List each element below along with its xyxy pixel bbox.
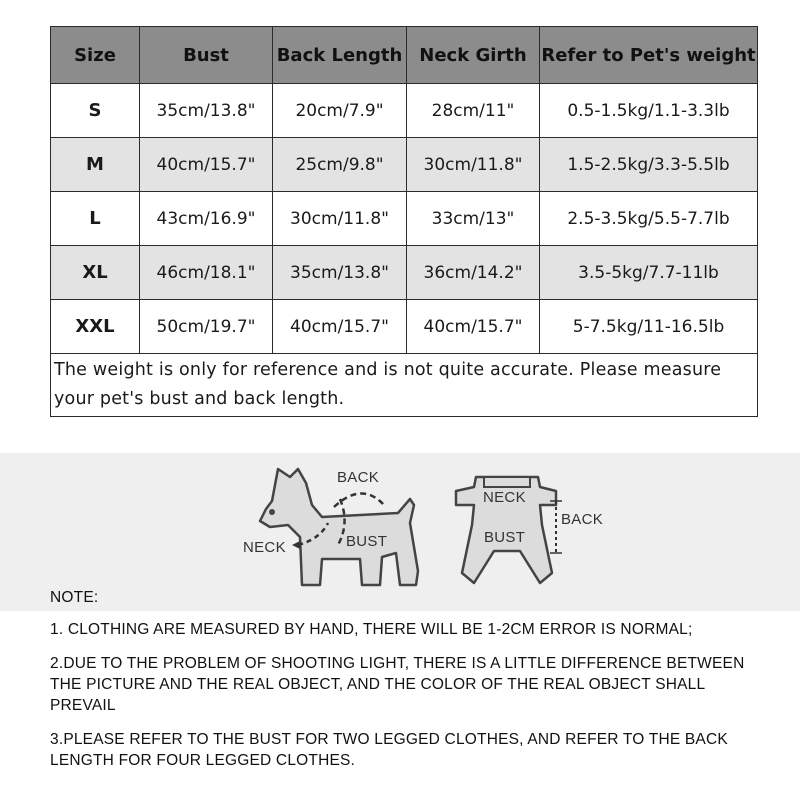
header-neck-girth: Neck Girth <box>407 27 540 84</box>
size-cell: S <box>51 84 140 138</box>
back-length-cell: 20cm/7.9" <box>273 84 407 138</box>
table-row <box>51 192 758 246</box>
garment-neck-label: NECK <box>483 489 526 506</box>
neck-girth-cell: 36cm/14.2" <box>407 246 540 300</box>
table-row <box>51 138 758 192</box>
bust-cell: 43cm/16.9" <box>140 192 273 246</box>
size-cell: M <box>51 138 140 192</box>
back-length-cell: 30cm/11.8" <box>273 192 407 246</box>
neck-girth-cell: 30cm/11.8" <box>407 138 540 192</box>
bust-cell: 50cm/19.7" <box>140 300 273 354</box>
dog-back-label: BACK <box>337 469 380 486</box>
table-footnote-row <box>51 354 758 417</box>
note-item: 2.DUE TO THE PROBLEM OF SHOOTING LIGHT, THERE IS A LITTLE DIFFERENCE BETWEEN THE PICTURE AND THE REAL OBJECT, AND THE COLOR OF THE REAL OBJECT SHALL PREVAIL <box>50 655 745 714</box>
header-back-length: Back Length <box>273 27 407 84</box>
bust-cell: 46cm/18.1" <box>140 246 273 300</box>
dog-silhouette <box>260 469 418 585</box>
table-row <box>51 84 758 138</box>
table-row <box>51 246 758 300</box>
size-cell: L <box>51 192 140 246</box>
neck-girth-cell: 28cm/11" <box>407 84 540 138</box>
note-item: 1. CLOTHING ARE MEASURED BY HAND, THERE WILL BE 1-2CM ERROR IS NORMAL; <box>50 621 693 638</box>
neck-girth-cell: 33cm/13" <box>407 192 540 246</box>
measurement-diagram <box>0 453 800 611</box>
garment-bust-label: BUST <box>484 529 526 546</box>
back-length-cell: 25cm/9.8" <box>273 138 407 192</box>
dog-neck-label: NECK <box>243 539 286 556</box>
bust-cell: 40cm/15.7" <box>140 138 273 192</box>
header-size: Size <box>51 27 140 84</box>
dog-bust-label: BUST <box>346 533 388 550</box>
notes-title: NOTE: <box>50 589 99 606</box>
table-header-row <box>51 27 758 84</box>
size-cell: XXL <box>51 300 140 354</box>
size-cell: XL <box>51 246 140 300</box>
pet-weight-cell: 2.5-3.5kg/5.5-7.7lb <box>540 192 758 246</box>
bust-cell: 35cm/13.8" <box>140 84 273 138</box>
measurement-illustration <box>0 453 800 611</box>
table-row <box>51 300 758 354</box>
pet-weight-cell: 3.5-5kg/7.7-11lb <box>540 246 758 300</box>
size-chart-table <box>50 26 758 417</box>
header-bust: Bust <box>140 27 273 84</box>
back-length-cell: 40cm/15.7" <box>273 300 407 354</box>
note-item: 3.PLEASE REFER TO THE BUST FOR TWO LEGGED CLOTHES, AND REFER TO THE BACK LENGTH FOR FOUR LEGGED CLOTHES. <box>50 731 728 769</box>
back-length-cell: 35cm/13.8" <box>273 246 407 300</box>
pet-weight-cell: 5-7.5kg/11-16.5lb <box>540 300 758 354</box>
header-pet-weight: Refer to Pet's weight <box>540 27 758 84</box>
neck-girth-cell: 40cm/15.7" <box>407 300 540 354</box>
weight-footnote: The weight is only for reference and is not quite accurate. Please measure your pet's bust and back length. <box>51 354 758 417</box>
garment-back-label: BACK <box>561 511 604 528</box>
notes-section <box>50 589 770 784</box>
pet-weight-cell: 0.5-1.5kg/1.1-3.3lb <box>540 84 758 138</box>
pet-weight-cell: 1.5-2.5kg/3.3-5.5lb <box>540 138 758 192</box>
